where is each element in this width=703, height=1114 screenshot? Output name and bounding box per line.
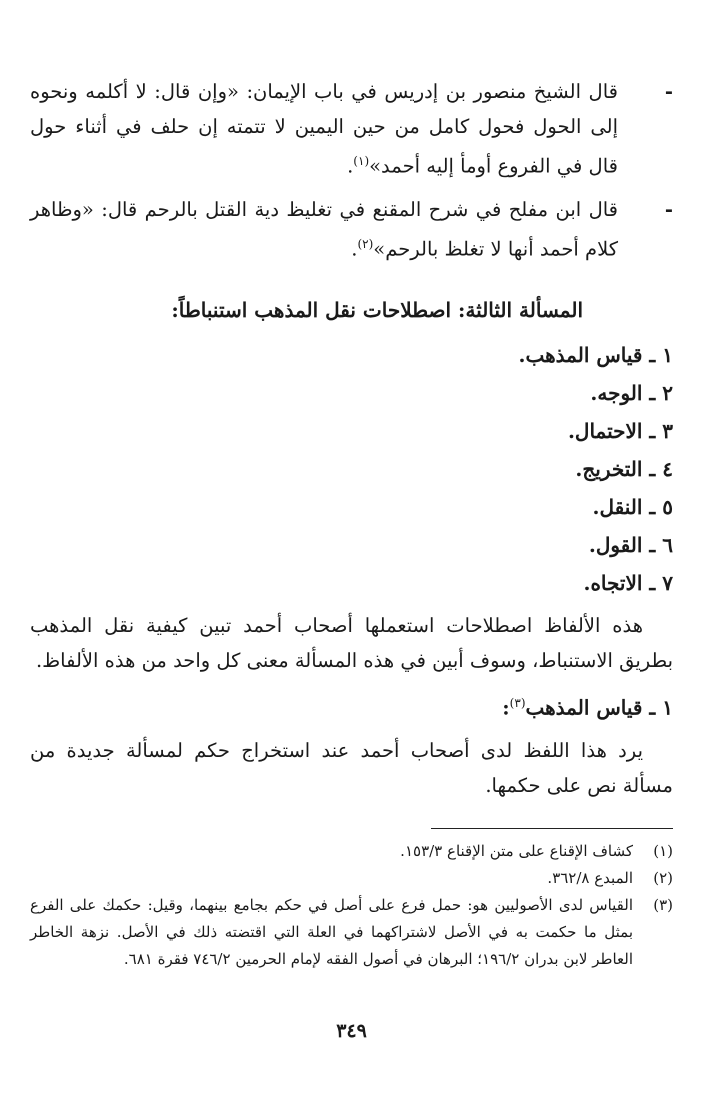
main-text bbox=[30, 74, 673, 803]
footnotes bbox=[30, 838, 673, 973]
quote-text: قال ابن مفلح في شرح المقنع في تغليظ دية القتل بالرحم قال: «وظاهر كلام أحمد أنها لا تغلظ بالرحم» bbox=[30, 197, 618, 260]
subsection-paragraph: يرد هذا اللفظ لدى أصحاب أحمد عند استخراج حكم لمسألة جديدة من مسألة نص على حكمها. bbox=[30, 738, 673, 797]
footnote-ref[interactable]: (٣) bbox=[509, 696, 526, 710]
footnote-number: (٣) bbox=[653, 896, 673, 914]
footnote-ref[interactable]: (٢) bbox=[357, 236, 374, 251]
quote-text: قال الشيخ منصور بن إدريس في باب الإيمان: «وإن قال: لا أكلمه ونحوه إلى الحول فحول كامل من حين اليمين لا تتمته إن حلف في أثناء حول قال في الفروع أومأ إليه أحمد» bbox=[30, 80, 618, 178]
quote-item bbox=[30, 192, 673, 267]
footnote bbox=[30, 892, 673, 973]
dash-marker: - bbox=[664, 197, 673, 221]
term-item: ٦ ـ القول. bbox=[588, 533, 673, 557]
quote-end: . bbox=[351, 237, 358, 260]
term-item: ٣ ـ الاحتمال. bbox=[567, 419, 673, 443]
term-item: ٧ ـ الاتجاه. bbox=[583, 571, 673, 595]
footnote-text: كشاف الإقناع على متن الإقناع ١٥٣/٣. bbox=[400, 842, 633, 860]
footnote-number: (٢) bbox=[653, 869, 673, 887]
quote-item bbox=[30, 74, 673, 184]
quote-end: . bbox=[347, 154, 354, 178]
section-heading: المسألة الثالثة: اصطلاحات نقل المذهب استنباطاً: bbox=[171, 298, 583, 322]
subsection-heading bbox=[30, 684, 673, 727]
term-item: ١ ـ قياس المذهب. bbox=[518, 343, 673, 367]
subsection-title: ١ ـ قياس المذهب bbox=[525, 695, 673, 720]
footnote-ref[interactable]: (١) bbox=[353, 154, 370, 168]
dash-marker: - bbox=[664, 80, 673, 103]
footnote bbox=[30, 865, 673, 892]
terms-list bbox=[30, 336, 673, 602]
footnote-text: القياس لدى الأصوليين هو: حمل فرع على أصل في حكم بجامع بينهما، وقيل: حكمك على الفرع بمثل ما حكمت به في الأصل لاشتراكهما في العلة التي اقتضته ذلك في الأصل. نزهة الخاطر العاطر لابن بدران ١٩٦/٢؛ البرهان في أصول الفقه لإمام الحرمين ٧٤٦/٢ فقرة ٦٨١. bbox=[30, 896, 633, 968]
footnote-divider bbox=[431, 828, 673, 829]
term-item: ٥ ـ النقل. bbox=[592, 495, 673, 519]
footnote-text: المبدع ٣٦٢/٨. bbox=[547, 869, 633, 887]
term-item: ٢ ـ الوجه. bbox=[590, 381, 673, 405]
intro-paragraph: هذه الألفاظ اصطلاحات استعملها أصحاب أحمد تبين كيفية نقل المذهب بطريق الاستنباط، وسوف أبين في هذه المسألة معنى كل واحد من هذه الألفاظ. bbox=[30, 614, 673, 672]
footnote bbox=[30, 838, 673, 865]
term-item: ٤ ـ التخريج. bbox=[575, 457, 673, 481]
footnote-number: (١) bbox=[653, 842, 673, 860]
page-number: ٣٤٩ bbox=[336, 1020, 367, 1042]
subsection-suffix: : bbox=[502, 695, 510, 720]
